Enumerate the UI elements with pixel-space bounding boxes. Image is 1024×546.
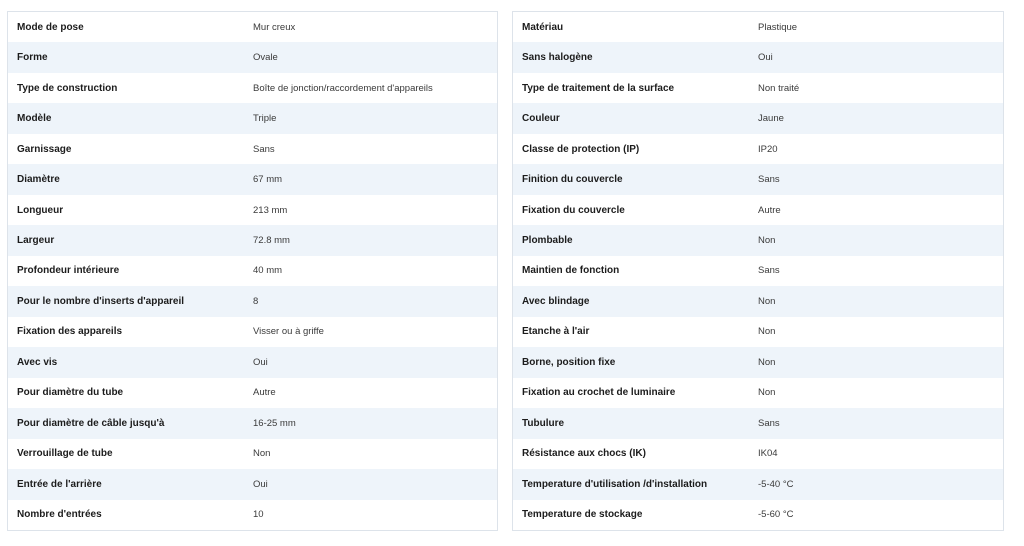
spec-label: Finition du couvercle <box>522 174 623 186</box>
spec-row <box>8 225 497 255</box>
spec-value: Sans <box>758 265 780 277</box>
spec-row <box>513 469 1003 499</box>
spec-label: Entrée de l'arrière <box>17 478 102 490</box>
spec-value: Jaune <box>758 113 784 125</box>
spec-label: Plombable <box>522 235 573 247</box>
spec-label: Verrouillage de tube <box>17 448 113 460</box>
spec-value: Sans <box>253 143 275 155</box>
spec-value: Mur creux <box>253 21 296 33</box>
spec-row <box>513 195 1003 225</box>
spec-row <box>8 256 497 286</box>
spec-value: 10 <box>253 509 264 521</box>
spec-label: Sans halogène <box>522 52 593 64</box>
spec-value: Non <box>758 326 776 338</box>
spec-row <box>513 408 1003 438</box>
spec-value: Plastique <box>758 21 798 33</box>
spec-value: IP20 <box>758 143 778 155</box>
spec-value: Sans <box>758 417 780 429</box>
spec-value: Oui <box>758 52 773 64</box>
spec-label: Fixation des appareils <box>17 326 123 338</box>
spec-label: Pour diamètre de câble jusqu'à <box>17 417 165 429</box>
spec-label: Pour diamètre du tube <box>17 387 124 399</box>
spec-row <box>513 73 1003 103</box>
spec-row <box>8 347 497 377</box>
spec-value: Ovale <box>253 52 278 64</box>
spec-label: Type de construction <box>17 82 118 94</box>
spec-value: 16-25 mm <box>253 417 296 429</box>
spec-label: Maintien de fonction <box>522 265 620 277</box>
spec-row <box>513 256 1003 286</box>
spec-row <box>513 12 1003 42</box>
spec-label: Résistance aux chocs (IK) <box>522 448 646 460</box>
spec-row <box>8 12 497 42</box>
spec-row <box>8 103 497 133</box>
spec-label: Classe de protection (IP) <box>522 143 640 155</box>
spec-value: Autre <box>253 387 276 399</box>
spec-table-right <box>512 11 1004 531</box>
spec-label: Pour le nombre d'inserts d'appareil <box>17 295 185 307</box>
spec-value: -5-40 °C <box>758 478 794 490</box>
spec-row <box>8 378 497 408</box>
spec-row <box>513 286 1003 316</box>
spec-value: 213 mm <box>253 204 288 216</box>
spec-row <box>513 378 1003 408</box>
spec-row <box>8 286 497 316</box>
spec-label: Longueur <box>17 204 64 216</box>
spec-label: Modèle <box>17 113 52 125</box>
spec-value: Sans <box>758 174 780 186</box>
spec-row <box>513 317 1003 347</box>
spec-value: Non <box>758 235 776 247</box>
spec-value: 8 <box>253 295 259 307</box>
spec-table-left <box>7 11 498 531</box>
spec-label: Temperature d'utilisation /d'installation <box>522 478 708 490</box>
spec-row <box>513 103 1003 133</box>
spec-row <box>8 73 497 103</box>
spec-value: Non <box>758 387 776 399</box>
spec-row <box>513 42 1003 72</box>
spec-row <box>513 500 1003 530</box>
spec-row <box>513 347 1003 377</box>
spec-row <box>8 469 497 499</box>
spec-value: Non <box>253 448 271 460</box>
spec-value: IK04 <box>758 448 778 460</box>
spec-label: Forme <box>17 52 48 64</box>
spec-value: Oui <box>253 478 268 490</box>
spec-value: -5-60 °C <box>758 509 794 521</box>
spec-label: Avec blindage <box>522 295 590 307</box>
spec-label: Garnissage <box>17 143 72 155</box>
spec-value: Autre <box>758 204 781 216</box>
spec-value: Visser ou à griffe <box>253 326 324 338</box>
spec-label: Profondeur intérieure <box>17 265 120 277</box>
spec-label: Borne, position fixe <box>522 356 616 368</box>
spec-label: Mode de pose <box>17 21 84 33</box>
spec-row <box>8 164 497 194</box>
spec-row <box>513 439 1003 469</box>
spec-label: Tubulure <box>522 417 565 429</box>
spec-row <box>513 225 1003 255</box>
spec-value: Triple <box>253 113 277 125</box>
spec-value: Non traité <box>758 82 800 94</box>
spec-row <box>8 195 497 225</box>
spec-label: Matériau <box>522 21 564 33</box>
spec-value: 72.8 mm <box>253 235 290 247</box>
spec-row <box>8 408 497 438</box>
spec-value: 40 mm <box>253 265 283 277</box>
spec-label: Couleur <box>522 113 560 125</box>
spec-label: Type de traitement de la surface <box>522 82 675 94</box>
spec-label: Temperature de stockage <box>522 509 643 521</box>
spec-value: Boîte de jonction/raccordement d'appareils <box>253 82 433 94</box>
spec-value: 67 mm <box>253 174 283 186</box>
spec-row <box>8 439 497 469</box>
spec-label: Fixation au crochet de luminaire <box>522 387 676 399</box>
spec-value: Non <box>758 356 776 368</box>
spec-label: Fixation du couvercle <box>522 204 625 216</box>
spec-label: Nombre d'entrées <box>17 509 102 521</box>
spec-label: Diamètre <box>17 174 60 186</box>
spec-row <box>8 317 497 347</box>
spec-row <box>513 134 1003 164</box>
spec-value: Non <box>758 295 776 307</box>
spec-row <box>513 164 1003 194</box>
spec-label: Avec vis <box>17 356 58 368</box>
spec-label: Largeur <box>17 235 55 247</box>
spec-row <box>8 134 497 164</box>
spec-value: Oui <box>253 356 268 368</box>
spec-row <box>8 500 497 530</box>
spec-label: Etanche à l'air <box>522 326 590 338</box>
spec-row <box>8 42 497 72</box>
